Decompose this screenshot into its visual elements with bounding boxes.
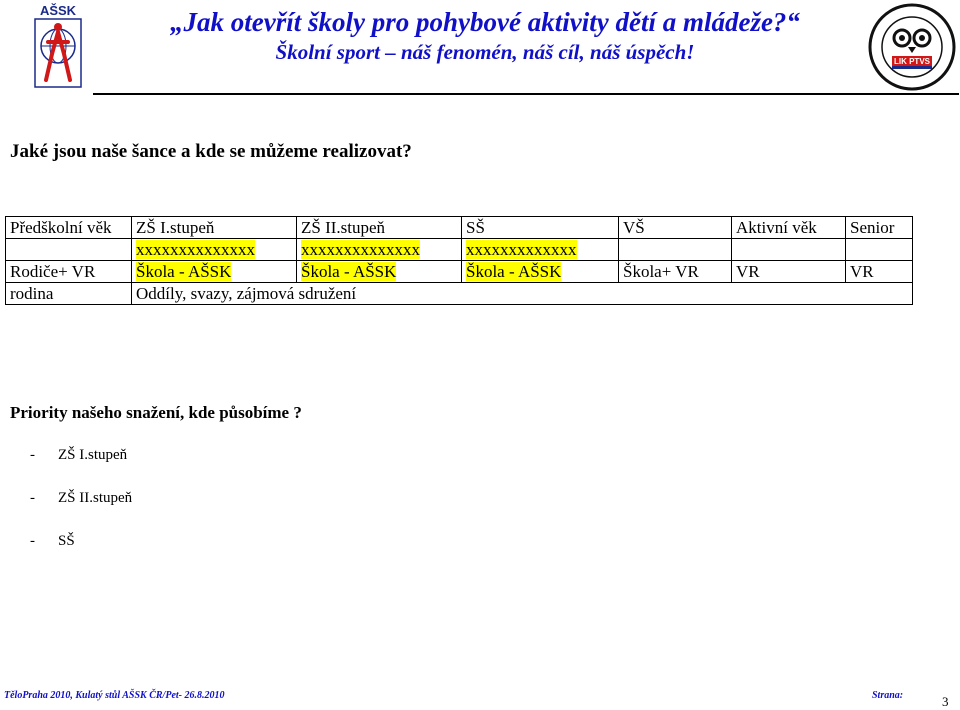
table-cell: VR (732, 261, 846, 283)
list-item (30, 447, 127, 464)
highlighted-text: Škola - AŠSK (301, 262, 397, 281)
table-cell: Oddíly, svazy, zájmová sdružení (132, 283, 913, 305)
section-heading-chances: Jaké jsou naše šance a kde se můžeme realizovat? (10, 141, 412, 162)
table-cell (462, 239, 619, 261)
highlighted-placeholder: xxxxxxxxxxxxx (466, 240, 577, 259)
table-cell: Předškolní věk (6, 217, 132, 239)
footer-event-info: TěloPraha 2010, Kulatý stůl AŠSK ČR/Pet- 26.8.2010 (4, 690, 225, 701)
bullet-dash: - (30, 447, 35, 463)
list-item-label: ZŠ I.stupeň (58, 447, 128, 463)
header-divider (93, 93, 959, 95)
table-cell (297, 261, 462, 283)
highlighted-text: Škola - AŠSK (136, 262, 232, 281)
highlighted-placeholder: xxxxxxxxxxxxxx (136, 240, 255, 259)
title-line-2: Školní sport – náš fenomén, náš cíl, náš úspěch! (275, 40, 695, 64)
table-cell (297, 239, 462, 261)
table-cell: Škola+ VR (619, 261, 732, 283)
table-cell (132, 261, 297, 283)
highlighted-text: Škola - AŠSK (466, 262, 562, 281)
table-cell (6, 239, 132, 261)
table-row (6, 261, 913, 283)
bullet-dash: - (30, 490, 35, 506)
table-cell (846, 239, 913, 261)
table-cell: Aktivní věk (732, 217, 846, 239)
table-header-row (6, 217, 913, 239)
table-cell (732, 239, 846, 261)
title-line-1: „Jak otevřít školy pro pohybové aktivity dětí a mládeže?“ (170, 7, 800, 37)
logo-right-text: LIK PTVS (893, 57, 931, 66)
footer-page-label: Strana: (872, 690, 904, 701)
table-cell (132, 239, 297, 261)
list-item-label: SŠ (58, 533, 75, 549)
table-cell: ZŠ I.stupeň (132, 217, 297, 239)
table-cell: SŠ (462, 217, 619, 239)
page-number: 3 (942, 694, 949, 709)
askr-logo (32, 2, 84, 90)
lik-ptvs-seal (868, 2, 956, 92)
table-row (6, 239, 913, 261)
table-cell: rodina (6, 283, 132, 305)
list-item (30, 533, 75, 550)
table-cell (619, 239, 732, 261)
list-item (30, 490, 132, 507)
table-cell: VŠ (619, 217, 732, 239)
table-cell (462, 261, 619, 283)
logo-left-text: AŠSK (39, 3, 77, 18)
highlighted-placeholder: xxxxxxxxxxxxxx (301, 240, 420, 259)
table-cell: Rodiče+ VR (6, 261, 132, 283)
age-categories-table (5, 216, 913, 305)
section-heading-priorities: Priority našeho snažení, kde působíme ? (10, 403, 302, 422)
table-row (6, 283, 913, 305)
bullet-dash: - (30, 533, 35, 549)
table-cell: VR (846, 261, 913, 283)
table-cell: Senior (846, 217, 913, 239)
table-cell: ZŠ II.stupeň (297, 217, 462, 239)
list-item-label: ZŠ II.stupeň (58, 490, 133, 506)
